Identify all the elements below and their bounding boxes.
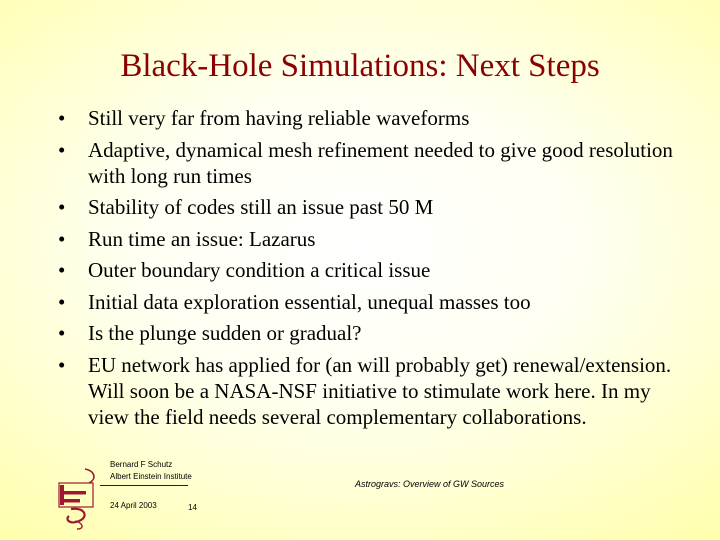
slide-number: 14 <box>188 503 197 512</box>
bullet-item <box>58 257 678 283</box>
bullet-dot: • <box>58 289 66 314</box>
bullet-dot: • <box>58 195 66 219</box>
slide-title: Black-Hole Simulations: Next Steps <box>120 48 600 84</box>
bullet-text: Is the plunge sudden or gradual? <box>88 321 362 345</box>
bullet-item <box>58 137 678 189</box>
bullet-text: Adaptive, dynamical mesh refinement needed to give good resolution with long run times <box>88 137 673 188</box>
bullet-item <box>58 289 678 315</box>
bullet-dot: • <box>58 352 66 377</box>
bullet-dot: • <box>58 137 66 162</box>
bullet-dot: • <box>58 226 66 251</box>
bullet-text: Outer boundary condition a critical issue <box>88 258 431 282</box>
bullet-item <box>58 352 678 430</box>
bullet-item <box>58 194 678 220</box>
course-title: Astrogravs: Overview of GW Sources <box>355 479 505 489</box>
presentation-date: 24 April 2003 <box>110 501 157 510</box>
bullet-dot: • <box>58 106 66 130</box>
bullet-text: EU network has applied for (an will probably get) renewal/extension. Will soon be a NASA-NSF initiative to stimulate work here. In my view the field needs several complementary collaborations. <box>88 352 672 429</box>
institute-name: Albert Einstein Institute <box>110 472 192 481</box>
albert-einstein-institute-logo-icon <box>55 463 100 531</box>
bullet-text: Run time an issue: Lazarus <box>88 226 316 251</box>
slide-footer <box>0 455 720 540</box>
bullet-dot: • <box>58 258 66 282</box>
author-name: Bernard F Schutz <box>110 460 173 469</box>
bullet-list <box>58 105 678 435</box>
bullet-dot: • <box>58 321 66 345</box>
bullet-item <box>58 105 678 131</box>
bullet-text: Initial data exploration essential, unequal masses too <box>88 289 531 314</box>
bullet-item <box>58 226 678 252</box>
footer-divider <box>100 485 188 486</box>
bullet-item <box>58 320 678 346</box>
bullet-text: Stability of codes still an issue past 50 M <box>88 195 434 219</box>
bullet-text: Still very far from having reliable waveforms <box>88 106 470 130</box>
